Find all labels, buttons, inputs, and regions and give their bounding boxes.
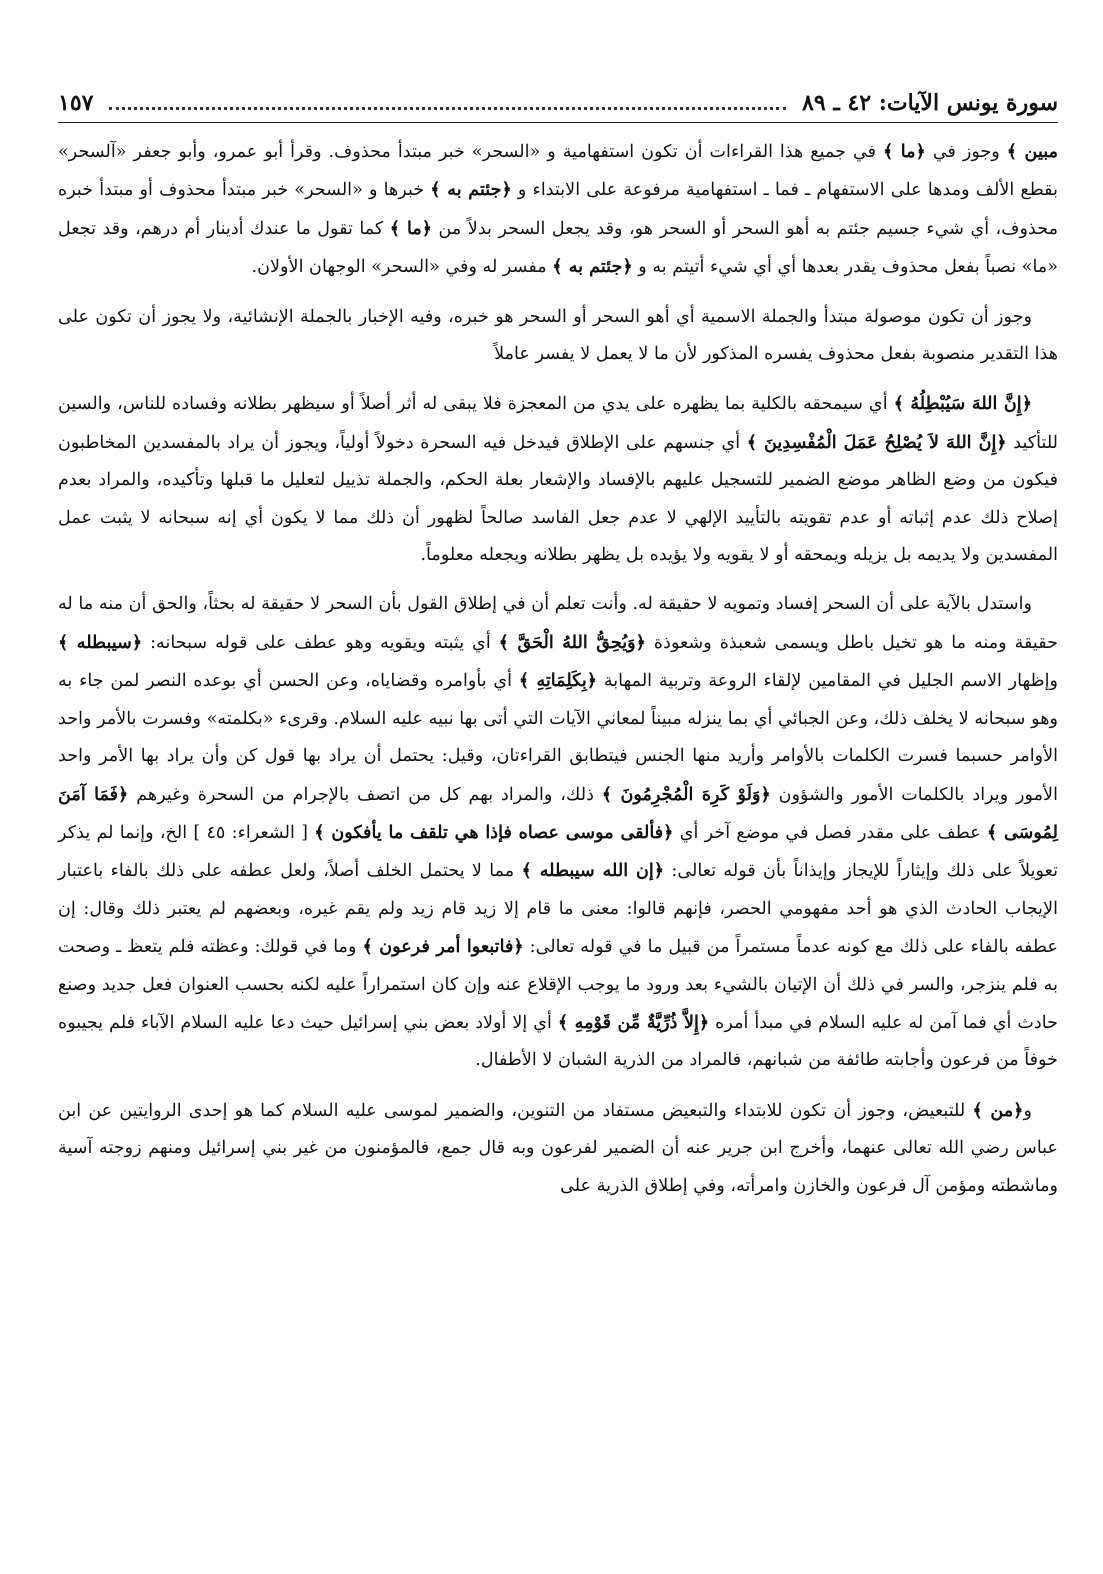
- quran-quote: ﴿ما ﴾: [882, 141, 926, 162]
- header-title: سورة يونس الآيات: ٤٢ ـ ٨٩: [802, 90, 1058, 116]
- quran-quote: ﴿فاتبعوا أمر فرعون ﴾: [362, 936, 524, 958]
- quran-quote: ﴿إِلاَّ ذُرِّيَّةٌ مِّن قَوْمِهِ ﴾: [557, 1011, 710, 1033]
- text-run: ذلك، والمراد بهم كل من اتصف بالإجرام من السحرة وغيرهم: [128, 784, 602, 805]
- text-run: وإظهار الاسم الجليل في المقامين لإلقاء الروعة وتربية المهابة: [597, 671, 1059, 692]
- text-run: أي بأوامره وقضاياه، وعن الحسن أي بوعده النصر لمن جاء به وهو سبحانه لا يخلف ذلك، وعن الجبائي أي بما ينزله مبيناً لمعاني الآيات التي أتى بها نبيه عليه السلام. وقرىء «بكلمته» وفسرت بالأمر واحد الأوامر حسبما فسرت الكلمات بالأوامر وأريد منها الجنس فيتطابق القراءتان، وقيل: يحتمل أن يراد بها قول كن وأن يراد بها الأمر واحد الأمور ويراد بالكلمات الأمور والشؤون: [58, 671, 1058, 805]
- text-run: مفسر له وفي «السحر» الوجهان الأولان.: [251, 257, 553, 278]
- document-page: [58, 90, 1058, 1560]
- text-run: وجوز في: [925, 142, 1007, 162]
- text-run: واستدل بالآية على أن السحر إفساد وتمويه لا حقيقة له. وأنت تعلم أن في إطلاق القول بأن السحر لا حقيقة له بحثاً، والحق أن منه ما له حقيقة ومنه ما هو تخيل باطل ويسمى شعبذة وشعوذة: [58, 594, 1058, 653]
- text-run: عطف على مقدر فصل في موضع آخر أي: [673, 822, 987, 843]
- text-run: للتبعيض، وجوز أن تكون للابتداء والتبعيض مستفاد من التنوين، والضمير لموسى عليه السلام كما هو إحدى الروايتين عن ابن عباس رضي الله تعالى عنهما، وأخرج ابن جرير عنه أن الضمير لفرعون وبه قال جمع، فالمؤمنون من غير بني إسرائيل ومنهم زوجته آسية وماشطته ومؤمن آل فرعون والخازن وامرأته، وفي إطلاق الذرية على: [58, 1100, 1058, 1196]
- running-header: [58, 90, 1058, 123]
- text-run: كما تقول ما عندك أدينار أم درهم، وقد تجعل «ما» نصباً بفعل محذوف يقدر بعدها أي أي شيء أتيتم به و: [58, 218, 1058, 278]
- quran-quote: ﴿فألقى موسى عصاه فإذا هي تلقف ما يأفكون ﴾: [314, 821, 674, 843]
- paragraph: [58, 133, 1058, 287]
- text-run: مما لا يحتمل الخلف أصلاً، ولعل عطفه على ذلك بالفاء باعتبار الإيجاب الحادث الذي هو أحد مفهومي الحصر، فإنهم قالوا: معنى ما قام إلا زيد قام زيد ولم يقم غيره، وبعضهم لم يعتبر ذلك وقال: إن عطفه بالفاء على ذلك مع كونه عدماً مستمراً من قبيل ما في قوله تعالى:: [58, 861, 1058, 958]
- text-run: أي إلا أولاد بعض بني إسرائيل حيث دعا عليه السلام الآباء فلم يجيبوه خوفاً من فرعون وأجابته طائفة من شبانهم، فالمراد من الذرية الشبان لا الأطفال.: [58, 1012, 1058, 1071]
- header-dot-leader: [109, 107, 786, 110]
- paragraph: [58, 385, 1058, 574]
- quran-quote: مبين ﴾: [1006, 141, 1058, 162]
- text-run: أي جنسهم على الإطلاق فيدخل فيه السحرة دخولاً أولياً، ويجوز أن يراد بالمفسدين المخاطبون فيكون من وضع الظاهر موضع الضمير للتسجيل عليهم بالإفساد والإشعار بعلة الحكم، والجملة تذييل لتعليل ما قبلها وتأكيده، والمراد بعدم إصلاح ذلك عدم إثباته أو عدم تقويته بالتأييد الإلهي لا عدم جعل الفاسد صالحاً لظهور أن ذلك مما لا يكون أي إنه سبحانه لا يثبت عمل المفسدين ولا يديمه بل يزيله ويمحقه أو لا يقويه ولا يؤيده بل يظهر بطلانه ويجعله معلوماً.: [58, 432, 1058, 566]
- quran-quote: ﴿ما ﴾: [389, 217, 433, 239]
- text-run: وجوز أن تكون موصولة مبتدأ والجملة الاسمية أي أهو السحر أو السحر هو خبره، وفيه الإخبار بالجملة الإنشائية، ولا يجوز أن تكون على هذا التقدير منصوبة بفعل محذوف يفسره المذكور لأن ما لا يعمل لا يفسر عاملاً: [58, 306, 1058, 365]
- quran-quote: ﴿فَمَا آمَنَ لِمُوسَى ﴾: [58, 783, 1059, 843]
- quran-quote: ﴿من ﴾: [972, 1099, 1024, 1121]
- quran-quote: ﴿إن الله سيبطله ﴾: [521, 860, 665, 882]
- text-run: أي يثبته ويقويه وهو عطف على قوله سبحانه:: [142, 632, 499, 653]
- text-run: خبرها و «السحر» خبر مبتدأ محذوف أو مبتدأ خبره محذوف، أي شيء جسيم جئتم به أهو السحر أو السحر هو، وقد يجعل السحر بدلاً من: [58, 180, 1058, 239]
- quran-quote: ﴿جئتم به ﴾: [552, 256, 633, 278]
- text-run: في جميع هذا القراءات أن تكون استفهامية و «السحر» خبر مبتدأ محذوف. وقرأ أبو عمرو، وأبو جعفر «آلسحر» بقطع الألف ومدها على الاستفهام ـ فما ـ استفهامية مرفوعة على الابتداء و: [58, 142, 1058, 201]
- text-run: وما في قولك: وعظته فلم يتعظ ـ وصحت به فلم ينزجر، والسر في ذلك أن الإتيان بالشيء بعد ورود ما يوجب الإقلاع عنه وإن كان استمراراً عليه لكنه بحسب العنوان فعل جديد وصنع حادث أي فما آمن له عليه السلام في مبدأ أمره: [58, 937, 1059, 1033]
- text-run: أي سيمحقه بالكلية بما يظهره على يدي من المعجزة فلا يبقى له أثر أصلاً أو سيظهر بطلانه وفساده للناس، والسين للتأكيد: [58, 394, 1059, 453]
- body-text: [58, 133, 1058, 1205]
- quran-quote: ﴿بِكَلِمَاتِهِ ﴾: [518, 670, 598, 692]
- paragraph: [58, 299, 1058, 374]
- quran-quote: ﴿إِنَّ اللهَ سَيُبْطِلُهُ ﴾: [893, 393, 1033, 415]
- paragraph: [58, 586, 1058, 1079]
- quran-quote: ﴿وَلَوْ كَرِهَ الْمُجْرِمُونَ ﴾: [601, 783, 771, 805]
- paragraph: [58, 1092, 1058, 1205]
- quran-quote: ﴿جئتم به ﴾: [430, 179, 512, 201]
- quran-quote: ﴿وَيُحِقُّ اللهُ الْحَقَّ ﴾: [498, 631, 646, 653]
- text-run: و: [1023, 1100, 1032, 1121]
- quran-quote: ﴿سيبطله ﴾: [58, 631, 143, 653]
- page-number: ١٥٧: [58, 90, 94, 116]
- quran-quote: ﴿إِنَّ اللهَ لاَ يُصْلِحُ عَمَلَ الْمُفْسِدِينَ ﴾: [746, 431, 1007, 453]
- text-run: [ الشعراء: ٤٥ ] الخ، وإنما لم يذكر تعويلاً على ذلك وإيثاراً للإيجاز وإيذاناً بأن قوله تعالى:: [58, 822, 1058, 882]
